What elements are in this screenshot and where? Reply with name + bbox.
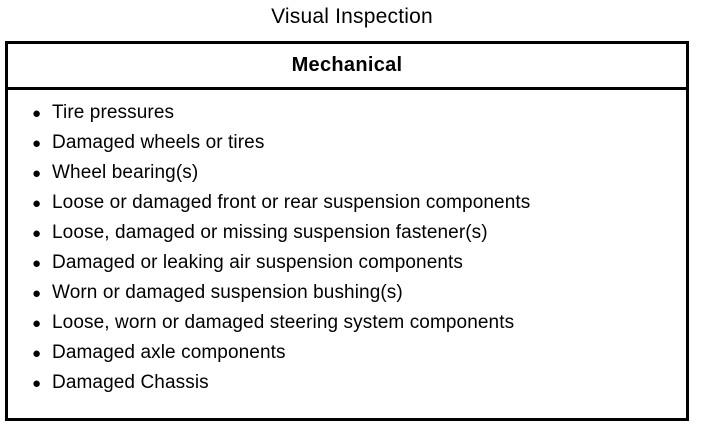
list-item-label: Loose, worn or damaged steering system components: [52, 312, 515, 333]
list-item-label: Loose or damaged front or rear suspension components: [52, 192, 531, 213]
list-item: [8, 98, 686, 128]
list-item-label: Damaged axle components: [52, 342, 286, 363]
list-item: [8, 338, 686, 368]
list-item: [8, 128, 686, 158]
table-header-label: Mechanical: [291, 54, 403, 76]
list-item-label: Tire pressures: [52, 102, 175, 123]
list-item: [8, 248, 686, 278]
list-item: [8, 218, 686, 248]
inspection-table: [5, 41, 689, 421]
list-item: [8, 368, 686, 398]
list-item-label: Damaged Chassis: [52, 372, 209, 393]
bullet-icon: ●: [32, 285, 42, 302]
page-title: Visual Inspection: [271, 5, 433, 28]
bullet-icon: ●: [32, 105, 42, 122]
list-item-label: Damaged wheels or tires: [52, 132, 265, 153]
bullet-icon: ●: [32, 315, 42, 332]
bullet-icon: ●: [32, 165, 42, 182]
list-item-label: Loose, damaged or missing suspension fastener(s): [52, 222, 488, 243]
bullet-icon: ●: [32, 345, 42, 362]
bullet-icon: ●: [32, 135, 42, 152]
list-item-label: Wheel bearing(s): [52, 162, 199, 183]
list-item: [8, 278, 686, 308]
table-header-row: [8, 44, 686, 90]
list-item-label: Damaged or leaking air suspension components: [52, 252, 464, 273]
bullet-icon: ●: [32, 195, 42, 212]
list-item: [8, 188, 686, 218]
inspection-item-list: [8, 90, 686, 398]
bullet-icon: ●: [32, 375, 42, 392]
bullet-icon: ●: [32, 255, 42, 272]
list-item-label: Worn or damaged suspension bushing(s): [52, 282, 403, 303]
list-item: [8, 158, 686, 188]
bullet-icon: ●: [32, 225, 42, 242]
list-item: [8, 308, 686, 338]
